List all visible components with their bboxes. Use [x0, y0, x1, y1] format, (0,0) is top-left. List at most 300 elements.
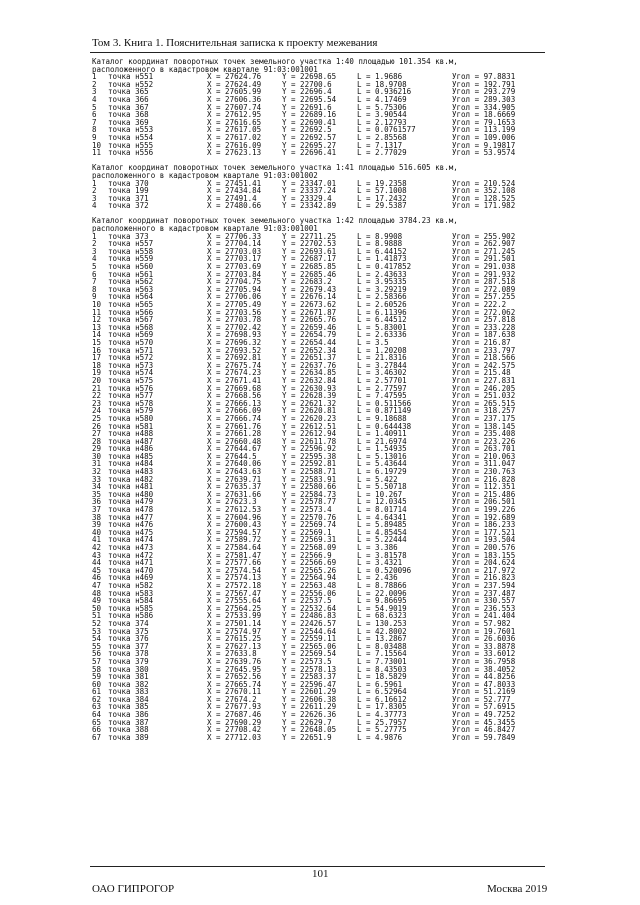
point-number: 42 — [92, 543, 102, 552]
x-coordinate: X = 27480.66 — [207, 201, 262, 211]
angle: Угол = 199.226 — [452, 505, 516, 515]
x-coordinate: X = 27640.06 — [207, 459, 262, 469]
point-name: точка 382 — [108, 679, 149, 689]
angle: Угол = 186.233 — [452, 520, 516, 530]
x-coordinate: X = 27703.84 — [207, 269, 262, 279]
angle: Угол = 223.226 — [452, 436, 516, 446]
segment-length: L = 130.253 — [357, 618, 407, 628]
angle: Угол = 233.228 — [452, 322, 516, 332]
point-number: 4 — [92, 94, 97, 104]
point-name: точка 388 — [108, 725, 149, 735]
y-coordinate: Y = 22630.93 — [282, 383, 337, 393]
x-coordinate: X = 27661.28 — [207, 429, 262, 439]
angle: Угол = 235.408 — [452, 429, 516, 439]
point-number: 6 — [92, 269, 97, 279]
segment-length: L = 3.46302 — [357, 368, 407, 378]
point-name: точка н553 — [108, 125, 154, 135]
x-coordinate: X = 27693.52 — [207, 345, 262, 355]
point-number: 62 — [92, 694, 102, 704]
x-coordinate: X = 27674.23 — [207, 368, 262, 378]
coordinate-catalog — [92, 217, 552, 741]
segment-length: L = 5.50718 — [357, 482, 407, 492]
point-name: точка н478 — [108, 505, 154, 515]
point-number: 66 — [92, 725, 102, 735]
y-coordinate: Y = 22621.32 — [282, 398, 337, 408]
x-coordinate: X = 27616.65 — [207, 117, 262, 127]
page-number: 101 — [312, 868, 329, 880]
x-coordinate: X = 27607.74 — [207, 102, 262, 112]
point-number: 36 — [92, 497, 102, 507]
segment-length: L = 42.8002 — [357, 626, 407, 636]
angle: Угол = 311.047 — [452, 459, 516, 469]
point-number: 26 — [92, 421, 102, 431]
x-coordinate: X = 27605.99 — [207, 87, 262, 97]
x-coordinate: X = 27690.29 — [207, 717, 262, 727]
point-number: 47 — [92, 580, 102, 590]
point-number: 58 — [92, 664, 102, 674]
point-number: 52 — [92, 618, 102, 628]
point-name: точка н573 — [108, 360, 154, 370]
y-coordinate: Y = 22596.92 — [282, 444, 337, 454]
segment-length: L = 1.41873 — [357, 254, 407, 264]
angle: Угол = 216.828 — [452, 474, 516, 484]
x-coordinate: X = 27434.84 — [207, 186, 262, 196]
segment-length: L = 2.12793 — [357, 117, 407, 127]
point-name: точка н469 — [108, 573, 154, 583]
point-number: 5 — [92, 102, 97, 112]
y-coordinate: Y = 23337.24 — [282, 186, 337, 196]
point-name: точка н570 — [108, 337, 154, 347]
y-coordinate: Y = 22564.94 — [282, 573, 337, 583]
catalog-title-line: Каталог координат поворотных точек земельного участка 1:42 площадью 3784.23 кв.м, — [92, 216, 458, 226]
catalog-title-line: расположенного в кадастровом квартале 91:03:001001 — [92, 224, 318, 234]
y-coordinate: Y = 22683.2 — [282, 277, 332, 287]
x-coordinate: X = 27600.43 — [207, 520, 262, 530]
angle: Угол = 215.48 — [452, 368, 511, 378]
angle: Угол = 206.501 — [452, 497, 516, 507]
angle: Угол = 227.831 — [452, 375, 516, 385]
y-coordinate: Y = 23342.89 — [282, 201, 337, 211]
y-coordinate: Y = 22578.13 — [282, 664, 337, 674]
angle: Угол = 112.351 — [452, 482, 516, 492]
point-name: точка н552 — [108, 79, 154, 89]
x-coordinate: X = 27645.95 — [207, 664, 262, 674]
angle: Угол = 330.557 — [452, 596, 516, 606]
angle: Угол = 57.6915 — [452, 702, 516, 712]
x-coordinate: X = 27633.8 — [207, 649, 257, 659]
segment-length: L = 13.2867 — [357, 634, 407, 644]
angle: Угол = 49.7252 — [452, 710, 516, 720]
point-name: точка н572 — [108, 353, 154, 363]
point-name: точка н575 — [108, 375, 154, 385]
segment-length: L = 5.75306 — [357, 102, 407, 112]
segment-length: L = 0.936216 — [357, 87, 412, 97]
y-coordinate: Y = 22626.36 — [282, 710, 337, 720]
point-name: точка н567 — [108, 315, 154, 325]
point-number: 16 — [92, 345, 102, 355]
x-coordinate: X = 27574.97 — [207, 626, 262, 636]
point-number: 3 — [92, 87, 97, 97]
point-number: 20 — [92, 375, 102, 385]
y-coordinate: Y = 22629.7 — [282, 717, 332, 727]
y-coordinate: Y = 22573.5 — [282, 656, 332, 666]
y-coordinate: Y = 22659.46 — [282, 322, 337, 332]
point-name: точка 375 — [108, 626, 149, 636]
point-name: точка 385 — [108, 702, 149, 712]
point-name: точка н565 — [108, 300, 154, 309]
point-name: точка н483 — [108, 467, 154, 477]
x-coordinate: X = 27612.95 — [207, 110, 262, 120]
segment-length: L = 1.54935 — [357, 444, 407, 454]
point-number: 39 — [92, 520, 102, 530]
angle: Угол = 257.255 — [452, 292, 516, 302]
point-number: 11 — [92, 307, 102, 317]
y-coordinate: Y = 22611.78 — [282, 436, 337, 446]
point-number: 43 — [92, 550, 102, 560]
x-coordinate: X = 27635.37 — [207, 482, 262, 492]
point-number: 33 — [92, 474, 102, 484]
segment-length: L = 18.5829 — [357, 672, 407, 682]
angle: Угол = 18.6669 — [452, 110, 516, 120]
y-coordinate: Y = 22620.23 — [282, 413, 337, 423]
point-number: 6 — [92, 110, 97, 120]
point-number: 32 — [92, 467, 102, 477]
point-number: 65 — [92, 717, 102, 727]
point-number: 25 — [92, 413, 102, 423]
y-coordinate: Y = 22665.76 — [282, 315, 337, 325]
y-coordinate: Y = 22685.46 — [282, 269, 337, 279]
x-coordinate: X = 27675.74 — [207, 360, 262, 370]
segment-length: L = 3.90544 — [357, 110, 407, 120]
y-coordinate: Y = 22634.85 — [282, 368, 337, 378]
x-coordinate: X = 27533.99 — [207, 611, 262, 621]
y-coordinate: Y = 22583.37 — [282, 672, 337, 682]
point-number: 23 — [92, 398, 102, 408]
x-coordinate: X = 27491.4 — [207, 193, 257, 203]
x-coordinate: X = 27617.02 — [207, 132, 262, 142]
point-number: 51 — [92, 611, 102, 621]
segment-length: L = 2.58366 — [357, 292, 407, 302]
x-coordinate: X = 27665.74 — [207, 679, 262, 689]
y-coordinate: Y = 22671.87 — [282, 307, 337, 317]
point-number: 55 — [92, 641, 102, 651]
segment-length: L = 9.86695 — [357, 596, 407, 606]
x-coordinate: X = 27451.41 — [207, 178, 262, 188]
point-number: 4 — [92, 254, 97, 264]
x-coordinate: X = 27674.2 — [207, 694, 257, 704]
x-coordinate: X = 27501.14 — [207, 618, 262, 628]
point-number: 28 — [92, 436, 102, 446]
point-name: точка 384 — [108, 694, 149, 704]
point-name: точка н474 — [108, 535, 154, 545]
point-name: точка н475 — [108, 527, 154, 537]
angle: Угол = 53.9574 — [452, 148, 516, 158]
point-number: 31 — [92, 459, 102, 469]
angle: Угол = 246.205 — [452, 383, 516, 393]
angle: Угол = 271.245 — [452, 246, 516, 256]
point-number: 2 — [92, 186, 97, 196]
point-name: точка 372 — [108, 201, 149, 211]
segment-length: L = 21.8316 — [357, 353, 407, 363]
point-name: точка 365 — [108, 87, 149, 97]
point-name: точка 370 — [108, 178, 149, 188]
segment-length: L = 21.6974 — [357, 436, 407, 446]
angle: Угол = 128.525 — [452, 193, 516, 203]
point-name: точка н555 — [108, 140, 154, 150]
point-name: точка 377 — [108, 641, 149, 651]
point-number: 9 — [92, 132, 97, 142]
point-number: 49 — [92, 596, 102, 606]
x-coordinate: X = 27660.48 — [207, 436, 262, 446]
x-coordinate: X = 27627.13 — [207, 641, 262, 651]
angle: Угол = 237.487 — [452, 588, 516, 598]
point-number: 40 — [92, 527, 102, 537]
segment-length: L = 0.644438 — [357, 421, 412, 431]
y-coordinate: Y = 22573.4 — [282, 505, 332, 515]
angle: Угол = 237.594 — [452, 580, 516, 590]
point-name: точка н554 — [108, 132, 154, 142]
angle: Угол = 192.791 — [452, 79, 516, 89]
segment-length: L = 2.77597 — [357, 383, 407, 393]
y-coordinate: Y = 22544.64 — [282, 626, 337, 636]
point-name: точка н571 — [108, 345, 154, 355]
point-number: 35 — [92, 489, 102, 499]
point-name: точка н580 — [108, 413, 154, 423]
angle: Угол = 263.701 — [452, 444, 516, 454]
point-name: точка н576 — [108, 383, 154, 393]
point-name: точка 386 — [108, 710, 149, 720]
point-name: точка н560 — [108, 262, 154, 272]
point-name: точка н574 — [108, 368, 154, 378]
y-coordinate: Y = 22426.57 — [282, 618, 337, 628]
y-coordinate: Y = 22651.9 — [282, 732, 332, 742]
point-number: 27 — [92, 429, 102, 439]
x-coordinate: X = 27703.69 — [207, 262, 262, 272]
angle: Угол = 291.932 — [452, 269, 516, 279]
point-name: точка н581 — [108, 421, 154, 431]
x-coordinate: X = 27594.57 — [207, 527, 262, 537]
segment-length: L = 3.95335 — [357, 277, 407, 287]
point-name: точка н472 — [108, 550, 154, 560]
point-name: точка н481 — [108, 482, 154, 492]
y-coordinate: Y = 22595.38 — [282, 451, 337, 461]
point-number: 50 — [92, 603, 102, 613]
angle: Угол = 44.8256 — [452, 672, 516, 682]
segment-length: L = 8.43503 — [357, 664, 407, 674]
segment-length: L = 4.9876 — [357, 732, 403, 742]
point-number: 54 — [92, 634, 102, 644]
header-rule — [90, 52, 545, 53]
segment-length: L = 3.81578 — [357, 550, 407, 560]
point-name: точка 383 — [108, 687, 149, 697]
x-coordinate: X = 27572.18 — [207, 580, 262, 590]
segment-length: L = 6.19729 — [357, 467, 407, 477]
segment-length: L = 6.16612 — [357, 694, 407, 704]
point-name: точка 369 — [108, 117, 149, 127]
point-number: 7 — [92, 277, 97, 287]
angle: Угол = 9.19817 — [452, 140, 516, 150]
point-name: точка н476 — [108, 520, 154, 530]
segment-length: L = 3.4321 — [357, 558, 403, 568]
segment-length: L = 7.47595 — [357, 391, 407, 401]
angle: Угол = 216.823 — [452, 573, 516, 583]
segment-length: L = 7.73001 — [357, 656, 407, 666]
x-coordinate: X = 27696.32 — [207, 337, 262, 347]
x-coordinate: X = 27666.09 — [207, 406, 262, 416]
angle: Угол = 210.524 — [452, 178, 516, 188]
point-name: точка н470 — [108, 565, 154, 575]
segment-length: L = 3.29219 — [357, 284, 407, 294]
segment-length: L = 3.27844 — [357, 360, 407, 370]
segment-length: L = 0.0761577 — [357, 125, 416, 135]
point-name: точка н485 — [108, 451, 154, 461]
segment-length: L = 6.44512 — [357, 315, 407, 325]
point-name: точка 366 — [108, 94, 149, 104]
segment-length: L = 68.6323 — [357, 611, 407, 621]
y-coordinate: Y = 22592.81 — [282, 459, 337, 469]
angle: Угол = 293.279 — [452, 87, 516, 97]
x-coordinate: X = 27624.49 — [207, 79, 262, 89]
point-name: точка н551 — [108, 72, 154, 82]
y-coordinate: Y = 22565.26 — [282, 565, 337, 575]
point-number: 3 — [92, 246, 97, 256]
point-number: 59 — [92, 672, 102, 682]
segment-length: L = 17.2432 — [357, 193, 407, 203]
segment-length: L = 2.60526 — [357, 300, 407, 309]
y-coordinate: Y = 22565.06 — [282, 641, 337, 651]
segment-length: L = 4.37773 — [357, 710, 407, 720]
x-coordinate: X = 27631.66 — [207, 489, 262, 499]
segment-length: L = 5.22444 — [357, 535, 407, 545]
y-coordinate: Y = 22486.83 — [282, 611, 337, 621]
y-coordinate: Y = 22612.51 — [282, 421, 337, 431]
y-coordinate: Y = 22570.76 — [282, 512, 337, 522]
segment-length: L = 1.40911 — [357, 429, 407, 439]
segment-length: L = 2.436 — [357, 573, 398, 583]
segment-length: L = 5.422 — [357, 474, 398, 484]
point-number: 15 — [92, 337, 102, 347]
y-coordinate: Y = 22569.74 — [282, 520, 337, 530]
y-coordinate: Y = 22691.6 — [282, 102, 332, 112]
point-name: точка 199 — [108, 186, 149, 196]
y-coordinate: Y = 22569.31 — [282, 535, 337, 545]
point-name: точка н583 — [108, 588, 154, 598]
segment-length: L = 0.871149 — [357, 406, 412, 416]
point-number: 30 — [92, 451, 102, 461]
x-coordinate: X = 27698.93 — [207, 330, 262, 340]
segment-length: L = 8.03488 — [357, 641, 407, 651]
point-number: 17 — [92, 353, 102, 363]
angle: Угол = 200.576 — [452, 543, 516, 552]
x-coordinate: X = 27708.42 — [207, 725, 262, 735]
point-number: 60 — [92, 679, 102, 689]
angle: Угол = 183.155 — [452, 550, 516, 560]
table-row — [92, 734, 552, 742]
angle: Угол = 113.199 — [452, 125, 516, 135]
y-coordinate: Y = 22563.48 — [282, 580, 337, 590]
angle: Угол = 215.486 — [452, 489, 516, 499]
x-coordinate: X = 27612.53 — [207, 505, 262, 515]
angle: Угол = 57.982 — [452, 618, 511, 628]
angle: Угол = 46.8427 — [452, 725, 516, 735]
point-number: 56 — [92, 649, 102, 659]
y-coordinate: Y = 22566.69 — [282, 558, 337, 568]
y-coordinate: Y = 22687.17 — [282, 254, 337, 264]
x-coordinate: X = 27564.25 — [207, 603, 262, 613]
point-number: 37 — [92, 505, 102, 515]
angle: Угол = 352.108 — [452, 186, 516, 196]
segment-length: L = 25.7957 — [357, 717, 407, 727]
point-name: точка н477 — [108, 512, 154, 522]
point-number: 57 — [92, 656, 102, 666]
point-name: точка 368 — [108, 110, 149, 120]
angle: Угол = 193.504 — [452, 535, 516, 545]
angle: Угол = 217.972 — [452, 565, 516, 575]
x-coordinate: X = 27702.42 — [207, 322, 262, 332]
y-coordinate: Y = 22580.66 — [282, 482, 337, 492]
angle: Угол = 236.553 — [452, 603, 516, 613]
footer-city-year: Москва 2019 — [487, 883, 548, 895]
point-number: 8 — [92, 284, 97, 294]
segment-length: L = 8.9888 — [357, 239, 403, 249]
point-name: точка н480 — [108, 489, 154, 499]
x-coordinate: X = 27703.17 — [207, 254, 262, 264]
point-name: точка н586 — [108, 611, 154, 621]
angle: Угол = 192.689 — [452, 512, 516, 522]
angle: Угол = 291.038 — [452, 262, 516, 272]
x-coordinate: X = 27687.46 — [207, 710, 262, 720]
angle: Угол = 26.6036 — [452, 634, 516, 644]
point-number: 11 — [92, 148, 102, 158]
segment-length: L = 5.89485 — [357, 520, 407, 530]
segment-length: L = 0.520096 — [357, 565, 412, 575]
point-number: 38 — [92, 512, 102, 522]
y-coordinate: Y = 22695.54 — [282, 94, 337, 104]
point-name: точка н563 — [108, 284, 154, 294]
x-coordinate: X = 27706.33 — [207, 231, 262, 241]
angle: Угол = 218.566 — [452, 353, 516, 363]
point-name: точка н488 — [108, 429, 154, 439]
angle: Угол = 265.515 — [452, 398, 516, 408]
point-name: точка н561 — [108, 269, 154, 279]
point-name: точка 367 — [108, 102, 149, 112]
point-number: 29 — [92, 444, 102, 454]
angle: Угол = 79.1653 — [452, 117, 516, 127]
point-number: 2 — [92, 79, 97, 89]
point-name: точка 378 — [108, 649, 149, 659]
x-coordinate: X = 27584.64 — [207, 543, 262, 552]
point-name: точка н471 — [108, 558, 154, 568]
point-name: точка н568 — [108, 322, 154, 332]
y-coordinate: Y = 23329.4 — [282, 193, 332, 203]
point-number: 2 — [92, 239, 97, 249]
point-number: 9 — [92, 292, 97, 302]
segment-length: L = 29.5387 — [357, 201, 407, 211]
catalog-title-line: Каталог координат поворотных точек земельного участка 1:41 площадью 516.605 кв.м, — [92, 163, 458, 173]
x-coordinate: X = 27616.09 — [207, 140, 262, 150]
y-coordinate: Y = 22532.64 — [282, 603, 337, 613]
x-coordinate: X = 27705.94 — [207, 284, 262, 294]
angle: Угол = 272.089 — [452, 284, 516, 294]
point-name: точка 387 — [108, 717, 149, 727]
angle: Угол = 222.2 — [452, 300, 507, 309]
x-coordinate: X = 27617.05 — [207, 125, 262, 135]
angle: Угол = 59.7849 — [452, 732, 516, 742]
point-name: точка 373 — [108, 231, 149, 241]
y-coordinate: Y = 22584.73 — [282, 489, 337, 499]
segment-length: L = 22.0096 — [357, 588, 407, 598]
segment-length: L = 2.57701 — [357, 375, 407, 385]
